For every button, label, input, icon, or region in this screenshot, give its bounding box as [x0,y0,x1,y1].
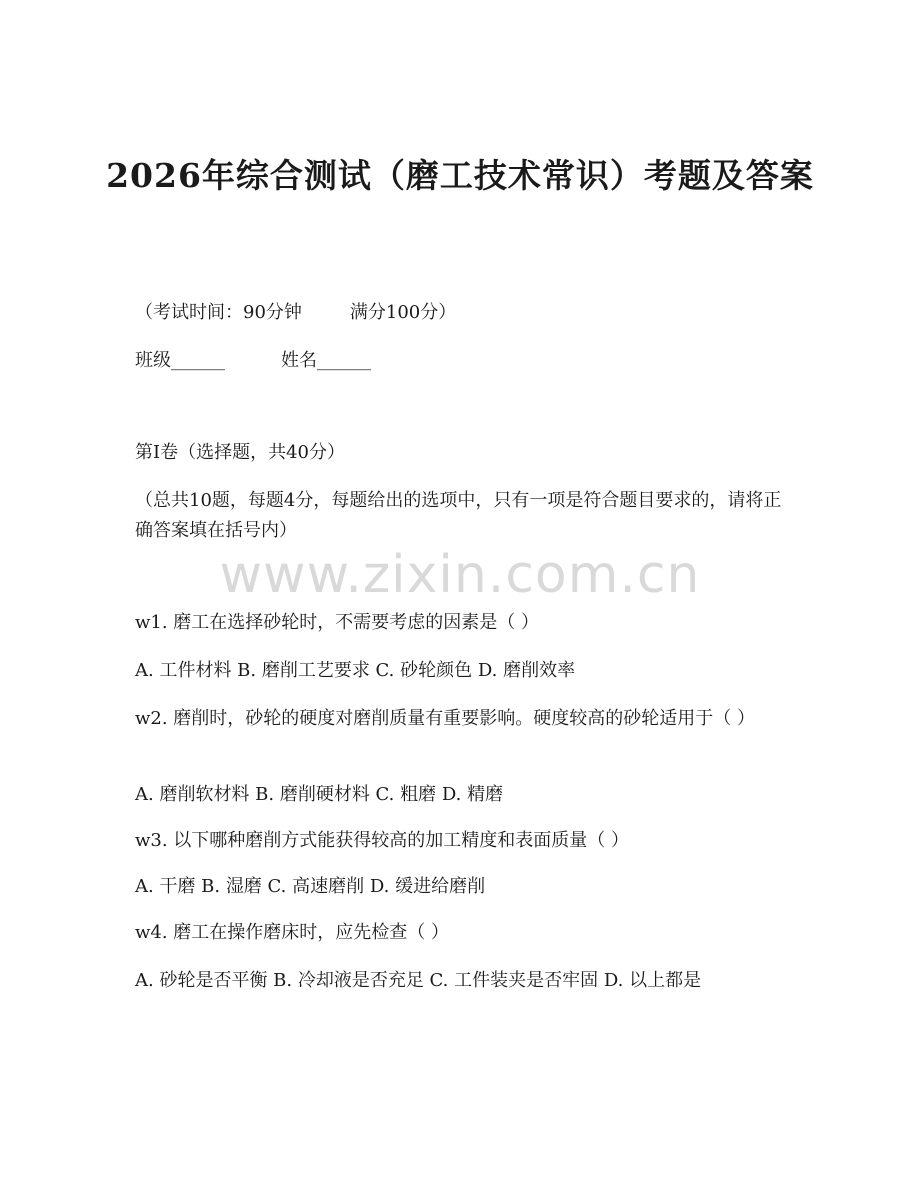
section-instructions: （总共10题，每题4分，每题给出的选项中，只有一项是符合题目要求的，请将正确答案填在括号内） [135,490,782,541]
question-stem: w3. 以下哪种磨削方式能获得较高的加工精度和表面质量（ ） [135,830,630,851]
exam-score: 满分100分） [349,302,457,323]
exam-time: （考试时间：90分钟 [135,302,302,323]
question-stem: w1. 磨工在选择砂轮时，不需要考虑的因素是（ ） [135,612,540,633]
name-field: 姓名______ [281,350,371,371]
watermark: www.zixin.com.cn [219,545,701,605]
section-heading: 第I卷（选择题，共40分） [135,442,346,463]
question-stem: w2. 磨削时，砂轮的硬度对磨削质量有重要影响。硬度较高的砂轮适用于（ ） [135,708,756,729]
document-title: 2026年综合测试（磨工技术常识）考题及答案 [106,156,814,195]
question-options: A. 砂轮是否平衡 B. 冷却液是否充足 C. 工件装夹是否牢固 D. 以上都是 [135,970,702,991]
exam-info [135,298,785,328]
student-fields [135,346,785,376]
question-stem: w4. 磨工在操作磨床时，应先检查（ ） [135,922,450,943]
question-options: A. 工件材料 B. 磨削工艺要求 C. 砂轮颜色 D. 磨削效率 [135,660,576,681]
question-options: A. 干磨 B. 湿磨 C. 高速磨削 D. 缓进给磨削 [135,876,486,897]
class-field: 班级______ [135,350,225,371]
question-options: A. 磨削软材料 B. 磨削硬材料 C. 粗磨 D. 精磨 [135,784,504,805]
